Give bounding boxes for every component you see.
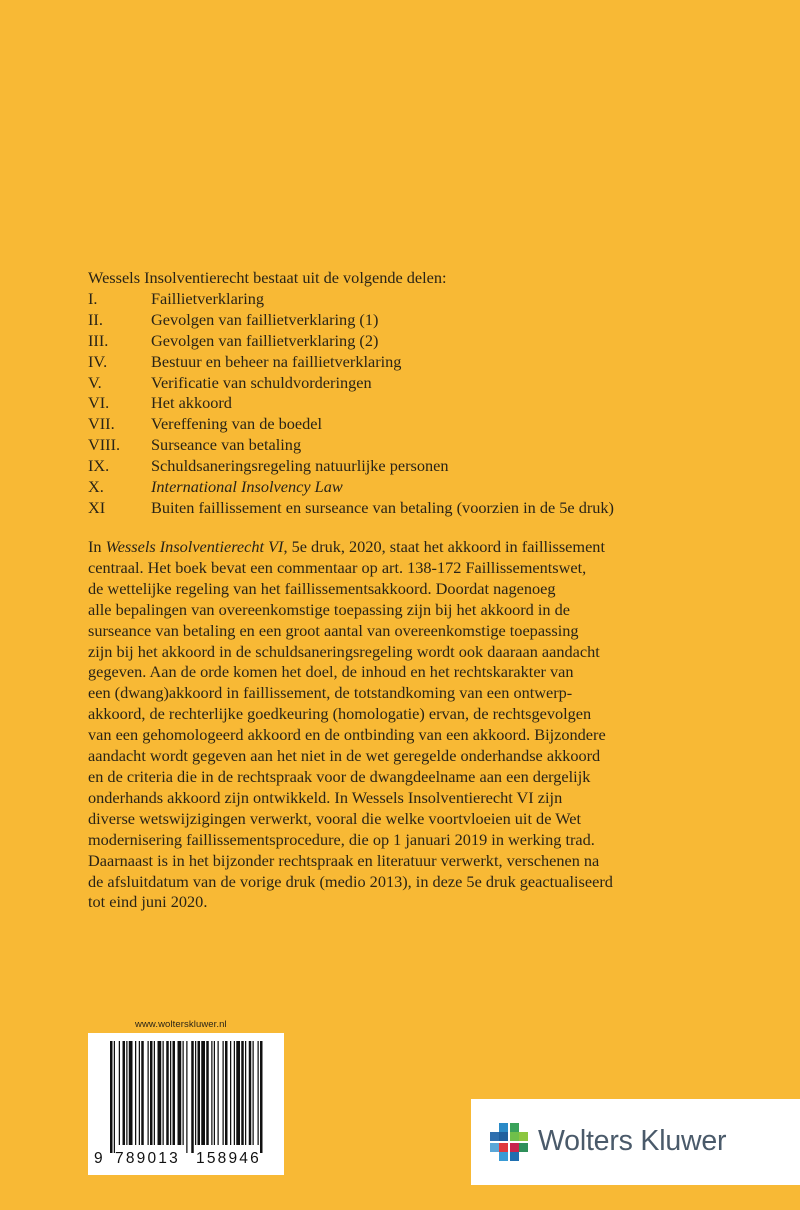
barcode-bar bbox=[249, 1041, 252, 1145]
description-line bbox=[88, 537, 648, 558]
series-item bbox=[88, 414, 728, 435]
barcode-bar bbox=[163, 1041, 164, 1145]
series-item bbox=[88, 373, 728, 394]
barcode-bar bbox=[225, 1041, 228, 1145]
series-item-number: X. bbox=[88, 477, 104, 497]
description-line: tot eind juni 2020. bbox=[88, 892, 208, 912]
description-line: alle bepalingen van overeenkomstige toepassing zijn bij het akkoord in de bbox=[88, 599, 570, 619]
isbn-digits-left: 789013 bbox=[115, 1150, 180, 1167]
series-item-number: IV. bbox=[88, 351, 108, 371]
series-item-title: Verificatie van schuldvorderingen bbox=[151, 372, 372, 392]
description-first-line: , 5e druk, 2020, staat het akkoord in faillissement bbox=[283, 537, 605, 556]
series-item bbox=[88, 289, 728, 310]
barcode-bar bbox=[135, 1041, 136, 1145]
description-paragraph bbox=[88, 537, 648, 913]
description-line: Daarnaast is in het bijzonder rechtspraak en literatuur verwerkt, verschenen na bbox=[88, 850, 600, 870]
description-lines bbox=[88, 558, 648, 913]
series-item bbox=[88, 477, 728, 498]
barcode-bar bbox=[253, 1041, 254, 1145]
barcode-bar bbox=[141, 1041, 144, 1145]
series-item-title: Gevolgen van faillietverklaring (2) bbox=[151, 330, 379, 350]
barcode-bar bbox=[119, 1041, 120, 1145]
series-item bbox=[88, 331, 728, 352]
series-item-title: Bestuur en beheer na faillietverklaring bbox=[151, 351, 402, 371]
isbn-digit-prefix: 9 bbox=[94, 1150, 105, 1167]
series-item bbox=[88, 310, 728, 331]
barcode-bar bbox=[234, 1041, 235, 1145]
description-line: modernisering faillissementsprocedure, die op 1 januari 2019 in werking trad. bbox=[88, 829, 595, 849]
description-line: zijn bij het akkoord in de schuldsaneringsregeling wordt ook daaraan aandacht bbox=[88, 641, 600, 661]
series-item bbox=[88, 456, 728, 477]
barcode-bar bbox=[258, 1041, 259, 1145]
description-line: gegeven. Aan de orde komen het doel, de inhoud en het rechtskarakter van bbox=[88, 662, 574, 682]
barcode-bar bbox=[211, 1041, 212, 1145]
series-item bbox=[88, 393, 728, 414]
publisher-url: www.wolterskluwer.nl bbox=[135, 1019, 227, 1030]
series-item-number: III. bbox=[88, 330, 109, 350]
barcode-bar bbox=[201, 1041, 205, 1145]
barcode-bar bbox=[236, 1041, 240, 1145]
barcode-bar bbox=[114, 1041, 115, 1153]
series-item-title: Faillietverklaring bbox=[151, 288, 265, 308]
barcode-bar bbox=[170, 1041, 171, 1145]
series-item-title: Het akkoord bbox=[151, 393, 232, 413]
series-item-title: Surseance van betaling bbox=[151, 435, 302, 455]
barcode-bar bbox=[166, 1041, 169, 1145]
barcode-bar bbox=[129, 1041, 133, 1145]
description-line: diverse wetswijzigingen verwerkt, vooral die welke voortvloeien uit de Wet bbox=[88, 808, 582, 828]
barcode-bar bbox=[178, 1041, 182, 1145]
series-intro: Wessels Insolventierecht bestaat uit de volgende delen: bbox=[88, 268, 447, 287]
barcode-bar bbox=[260, 1041, 263, 1153]
barcode-bar bbox=[218, 1041, 219, 1145]
description-line: surseance van betaling en een groot aantal van overeenkomstige toepassing bbox=[88, 620, 579, 640]
description-line: centraal. Het boek bevat een commentaar op art. 138-172 Faillissementswet, bbox=[88, 557, 587, 577]
description-line: aandacht wordt gegeven aan het niet in de wet geregelde onderhandse akkoord bbox=[88, 746, 601, 766]
isbn-barcode bbox=[88, 1033, 284, 1175]
book-title: Wessels Insolventierecht VI bbox=[105, 537, 284, 556]
barcode-bar bbox=[183, 1041, 184, 1145]
barcode-bar bbox=[154, 1041, 155, 1145]
isbn-digits-right: 158946 bbox=[196, 1150, 261, 1167]
barcode-bar bbox=[214, 1041, 215, 1145]
description-line: van een gehomologeerd akkoord en de ontbinding van een akkoord. Bijzondere bbox=[88, 725, 606, 745]
series-items bbox=[88, 289, 728, 519]
series-item-number: I. bbox=[88, 288, 98, 308]
description-line: de wettelijke regeling van het faillissementsakkoord. Doordat nagenoeg bbox=[88, 578, 556, 598]
barcode-bar bbox=[158, 1041, 162, 1145]
series-item-number: V. bbox=[88, 372, 102, 392]
series-item-number: VIII. bbox=[88, 435, 121, 455]
barcode-bar bbox=[195, 1041, 196, 1145]
barcode-bar bbox=[245, 1041, 246, 1145]
series-item bbox=[88, 352, 728, 373]
series-item-number: IX. bbox=[88, 456, 110, 476]
description-line: en de criteria die in de rechtspraak voor de dwangdeelname aan een dergelijk bbox=[88, 766, 591, 786]
barcode-bar bbox=[241, 1041, 244, 1145]
publisher-logo bbox=[471, 1099, 800, 1185]
barcode-bar bbox=[230, 1041, 231, 1145]
barcode-bar bbox=[223, 1041, 224, 1145]
barcode-bar bbox=[110, 1041, 113, 1153]
description-line: akkoord, de rechterlijke goedkeuring (homologatie) ervan, de rechtsgevolgen bbox=[88, 704, 592, 724]
series-item-title: Gevolgen van faillietverklaring (1) bbox=[151, 309, 379, 329]
description-line: onderhands akkoord zijn ontwikkeld. In Wessels Insolventierecht VI zijn bbox=[88, 787, 563, 807]
series-item-number: II. bbox=[88, 309, 103, 329]
series-item bbox=[88, 498, 728, 519]
barcode-bar bbox=[198, 1041, 201, 1145]
series-item-number: XI bbox=[88, 497, 106, 517]
description-line: de afsluitdatum van de vorige druk (medio 2013), in deze 5e druk geactualiseerd bbox=[88, 871, 613, 891]
series-item-number: VII. bbox=[88, 414, 115, 434]
description-line: een (dwang)akkoord in faillissement, de totstandkoming van een ontwerp- bbox=[88, 683, 573, 703]
series-item-number: VI. bbox=[88, 393, 110, 413]
barcode-bar bbox=[148, 1041, 149, 1145]
barcode-bar bbox=[150, 1041, 153, 1145]
barcode-bar bbox=[173, 1041, 176, 1145]
barcode-bar bbox=[139, 1041, 140, 1145]
barcode-bar bbox=[191, 1041, 194, 1153]
description-prefix: In bbox=[88, 537, 106, 556]
series-list bbox=[88, 268, 728, 519]
series-item-title: Schuldsaneringsregeling natuurlijke personen bbox=[151, 456, 449, 476]
wolters-kluwer-mark-icon bbox=[487, 1120, 531, 1164]
barcode-bar bbox=[126, 1041, 127, 1145]
barcode-bar bbox=[186, 1041, 187, 1153]
series-item-title: International Insolvency Law bbox=[151, 477, 343, 497]
barcode-bar bbox=[206, 1041, 209, 1145]
barcode-bar bbox=[123, 1041, 126, 1145]
series-item-title: Buiten faillissement en surseance van betaling (voorzien in de 5e druk) bbox=[151, 497, 614, 517]
series-item bbox=[88, 435, 728, 456]
series-item-title: Vereffening van de boedel bbox=[151, 414, 323, 434]
publisher-name: Wolters Kluwer bbox=[538, 1125, 727, 1157]
